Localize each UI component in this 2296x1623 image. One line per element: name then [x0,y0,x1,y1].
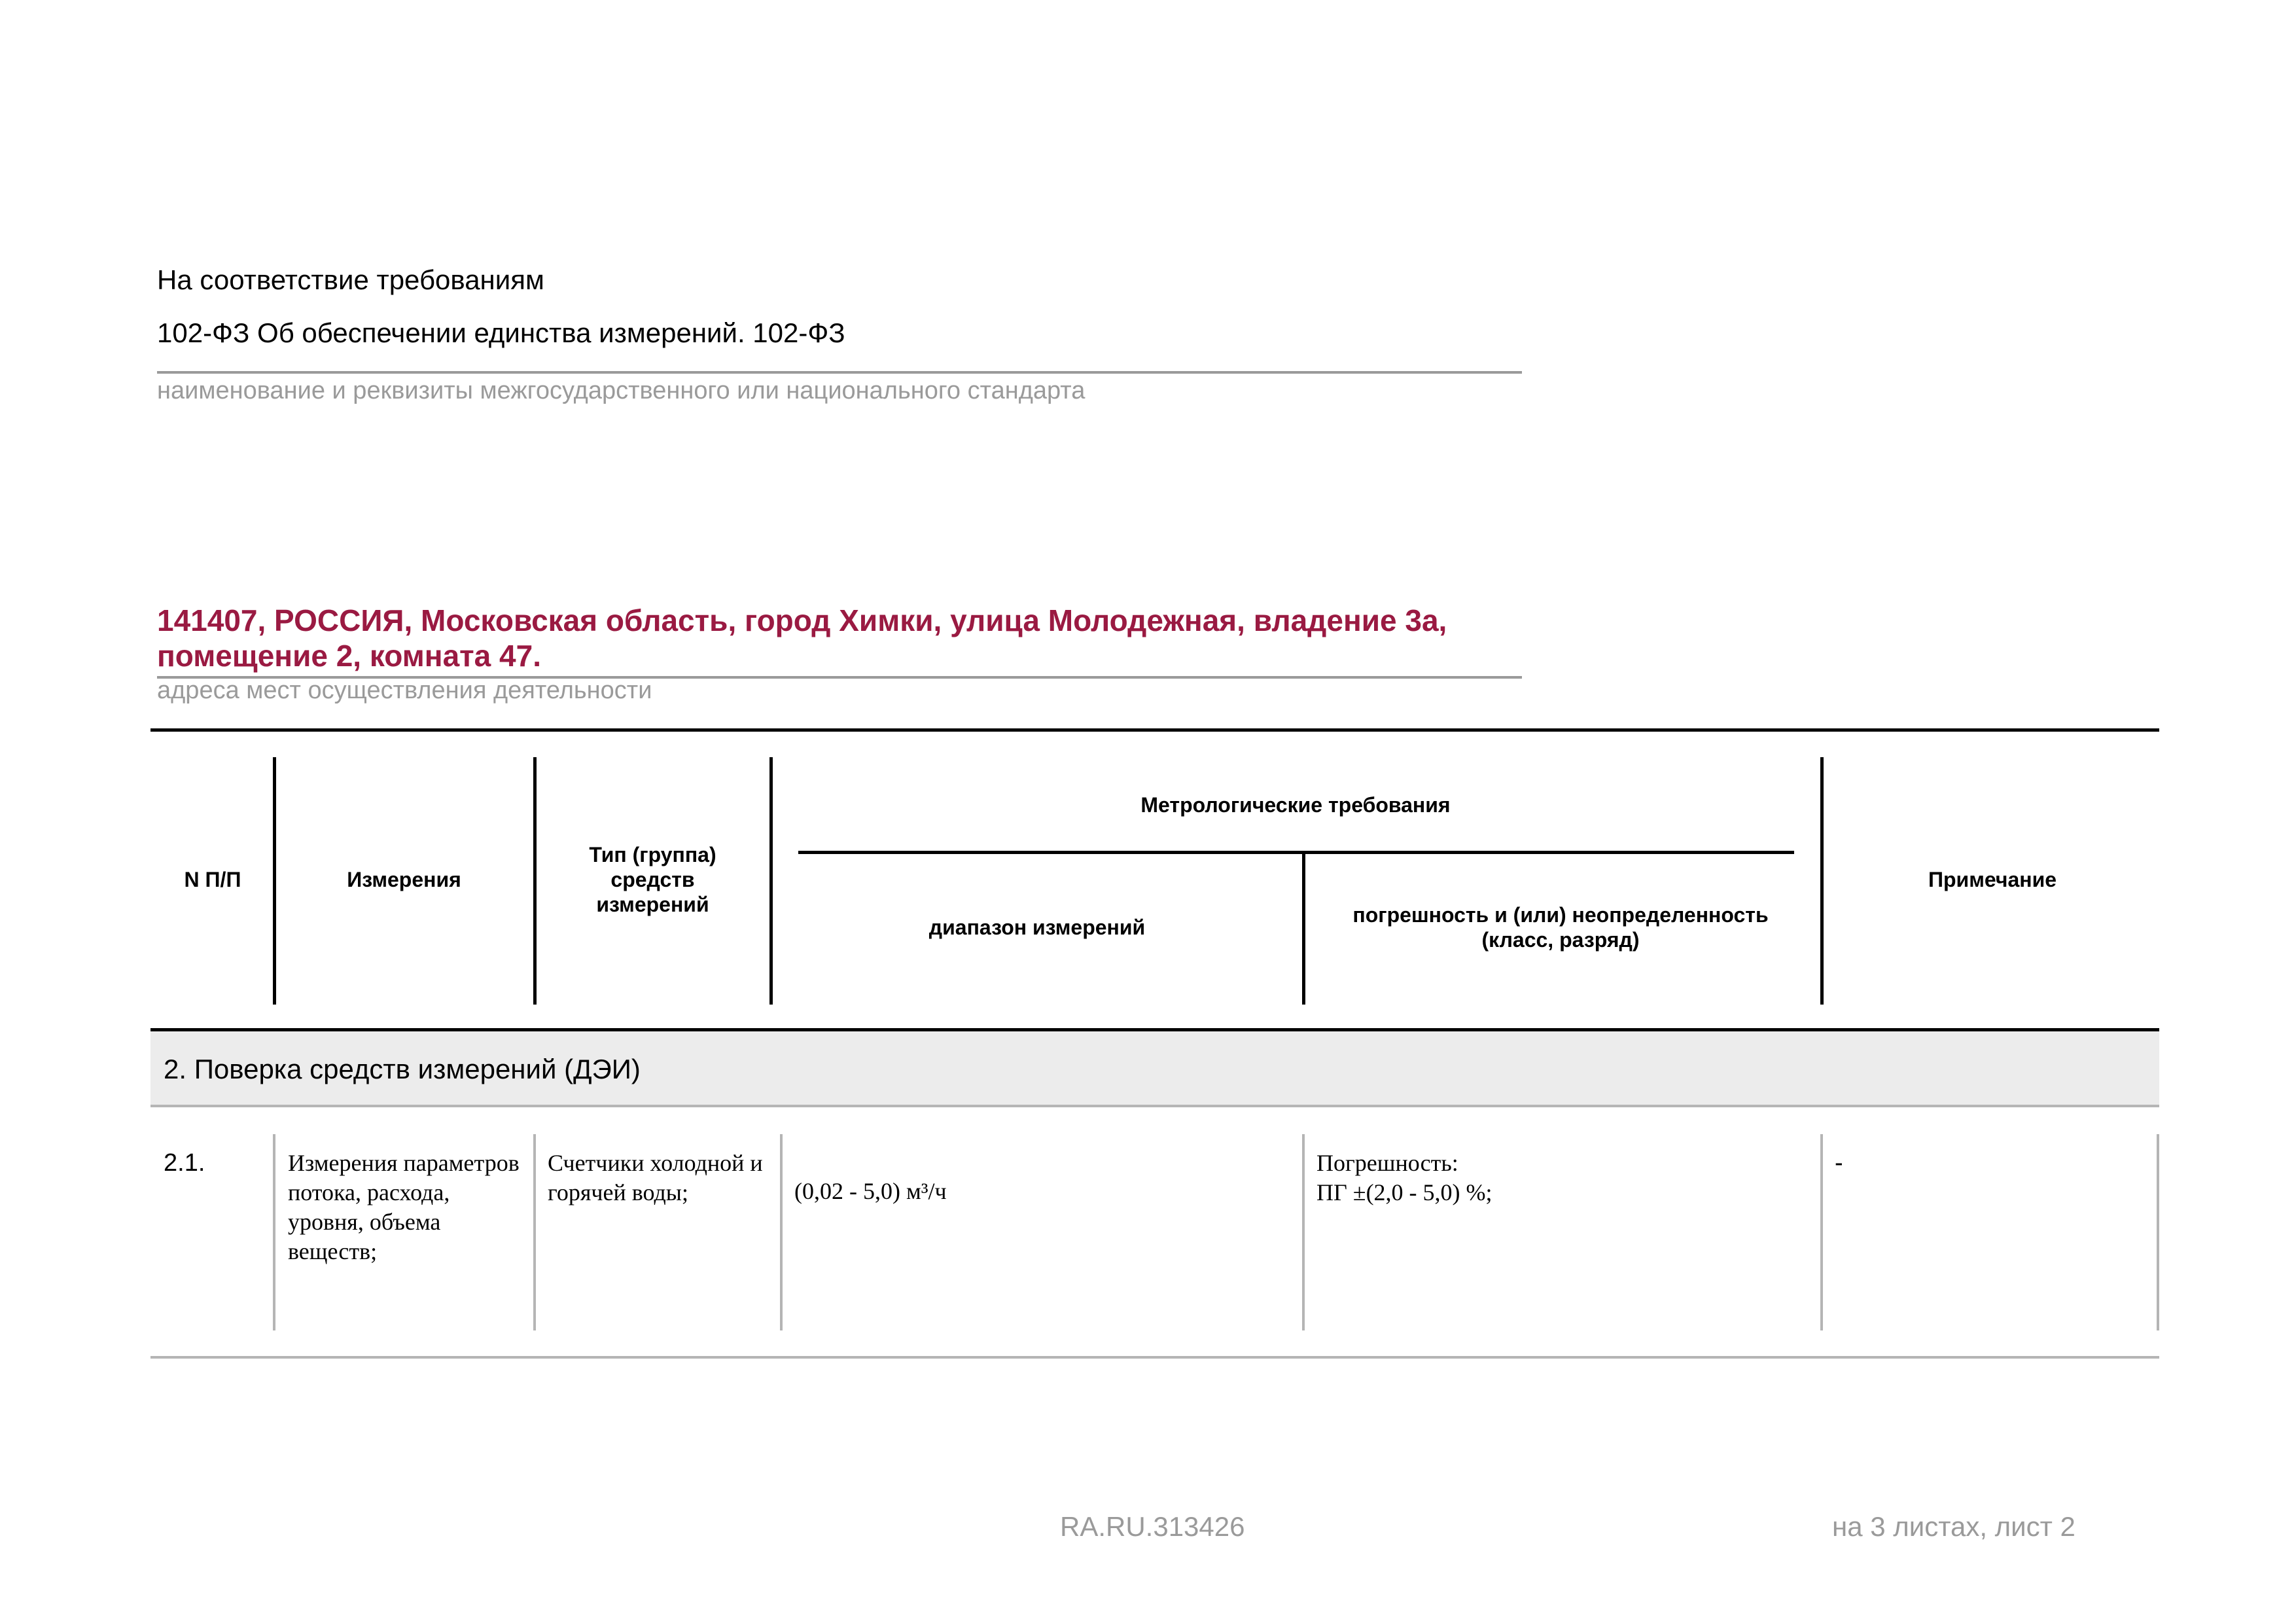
metrology-underline [798,851,1794,854]
header-divider [273,757,276,1005]
column-header-type: Тип (группа) средств измерений [589,843,716,916]
section-bottom-border [150,1105,2159,1107]
row-divider [273,1134,275,1330]
table-bottom-border [150,1356,2159,1359]
column-header-metrology: Метрологические требования [1140,793,1451,817]
address-caption: адреса мест осуществления деятельности [157,677,652,704]
standard-caption: наименование и реквизиты межгосударственного или национального стандарта [157,377,1086,404]
cell-measurements: Измерения параметров потока, расхода, уровня, объема веществ; [288,1150,520,1264]
section-title: 2. Поверка средств измерений (ДЭИ) [164,1054,641,1084]
row-divider [2157,1134,2159,1330]
standard-name: 102-ФЗ Об обеспечении единства измерений. 102-ФЗ [157,317,845,348]
cell-type: Счетчики холодной и горячей воды; [548,1150,763,1205]
column-header-accuracy: погрешность и (или) неопределенность (класс, разряд) [1352,903,1769,952]
footer-sheet-counter: на 3 листах, лист 2 [1832,1511,2075,1542]
standard-underline [157,371,1522,374]
header-divider [1820,757,1824,1005]
row-divider [1820,1134,1823,1330]
table-top-border [150,728,2159,732]
address-line-2: помещение 2, комната 47. [157,639,541,673]
cell-num: 2.1. [164,1149,205,1177]
cell-accuracy-line-1: Погрешность: [1316,1150,1458,1176]
address-line-1: 141407, РОССИЯ, Московская область, город Химки, улица Молодежная, владение 3а, [157,603,1447,637]
column-header-measurements: Измерения [347,868,461,891]
footer-registry-number: RA.RU.313426 [1060,1511,1245,1542]
header-divider [533,757,537,1005]
row-divider [780,1134,783,1330]
document-title: На соответствие требованиям [157,264,544,295]
cell-note: - [1835,1149,1843,1177]
column-header-range: диапазон измерений [928,916,1146,939]
column-header-num: N П/П [184,868,241,891]
header-divider [769,757,773,1005]
row-divider [533,1134,536,1330]
row-divider [1302,1134,1305,1330]
cell-accuracy-line-2: ПГ ±(2,0 - 5,0) %; [1316,1179,1492,1205]
column-header-note: Примечание [1928,868,2057,891]
cell-range: (0,02 - 5,0) м³/ч [794,1178,947,1204]
header-divider [1302,852,1305,1005]
